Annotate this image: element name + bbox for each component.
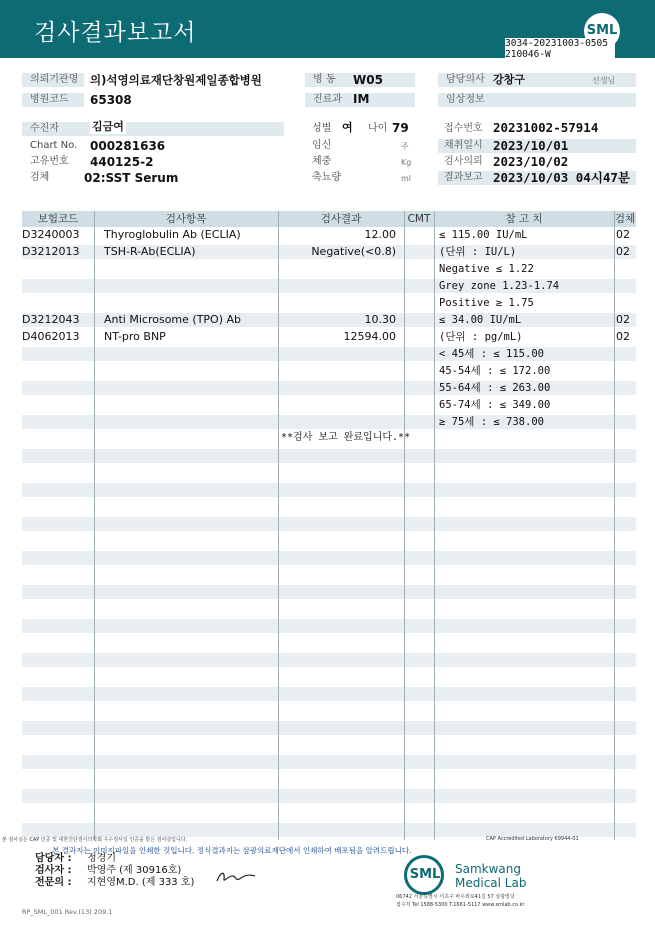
urine-label: 축뇨량 — [312, 172, 341, 183]
report-time-value: 2023/10/03 04시47분 — [493, 170, 631, 185]
ward-value: W05 — [353, 73, 383, 87]
row-band — [22, 483, 636, 497]
report-title: 검사결과보고서 — [34, 20, 197, 46]
row-result: 12594.00 — [343, 330, 396, 343]
th-insurance-code: 보험코드 — [37, 213, 79, 225]
row-band — [22, 687, 636, 701]
official-notice: 본 결과지는 이미지파일을 인쇄한 것입니다. 정식결과지는 삼광의료재단에서 인쇄하여 배포됨을 알려드립니다. — [52, 846, 412, 855]
report-time-label: 결과보고 — [438, 171, 636, 185]
hospital-value: 의)석영의료재단창원제일종합병원 — [90, 73, 262, 87]
row-reference: 55-64세 : ≤ 263.00 — [439, 382, 551, 394]
th-test-item: 검사항목 — [165, 213, 207, 225]
collect-value: 2023/10/01 — [493, 138, 569, 153]
row-reference: (단위 : pg/mL) — [439, 331, 523, 343]
specimen-value: 02:SST Serum — [84, 171, 179, 185]
manager-name: 정경기 — [87, 853, 116, 864]
report-id-line2: 210046-W — [505, 49, 551, 60]
weight-unit: Kg — [401, 158, 412, 167]
clinical-label: 임상정보 — [438, 93, 636, 107]
sex-label: 성별 — [312, 123, 332, 134]
report-header — [0, 0, 655, 58]
chart-no-label: Chart No. — [30, 140, 78, 151]
contact-line: 접수처 Tel 1588-5300 T.1661-5117 www.smlab.co.kr — [396, 902, 525, 908]
signature-image — [215, 867, 257, 885]
row-specimen: 02 — [616, 330, 630, 343]
brand-line1: Samkwang — [455, 862, 521, 876]
row-band — [22, 449, 636, 463]
accreditation-note: 본 검사실은 CAP 인증 및 대한진단검사의학회 우수검사실 인증을 받은 검사실입니다. — [2, 837, 188, 843]
chart-no-value: 000281636 — [90, 139, 166, 153]
row-specimen: 02 — [616, 245, 630, 258]
brand-line2: Medical Lab — [455, 876, 527, 890]
hospital-code-value: 65308 — [90, 93, 132, 107]
brand-name — [455, 862, 526, 890]
signers — [35, 853, 194, 889]
row-reference: 65-74세 : ≤ 349.00 — [439, 399, 551, 411]
cap-note: CAP Accredited Laboratory 69944-01 — [486, 836, 579, 842]
collect-label: 채취일시 — [438, 139, 636, 153]
receipt-label: 접수번호 — [438, 122, 636, 136]
row-insurance-code: D3212043 — [22, 313, 80, 326]
patient-name-label: 수진자 — [22, 122, 284, 136]
row-band — [22, 619, 636, 633]
row-band — [22, 755, 636, 769]
row-reference: Positive ≥ 1.75 — [439, 297, 534, 309]
unique-id-label: 고유번호 — [30, 156, 69, 167]
specialist-name: 지현영M.D. (제 333 호) — [87, 877, 195, 888]
row-test-item: Anti Microsome (TPO) Ab — [104, 313, 242, 326]
row-insurance-code: D4062013 — [22, 330, 80, 343]
age-label: 나이 — [368, 123, 388, 134]
doctor-suffix: 선생님 — [592, 76, 616, 85]
examiner-name: 박영주 (제 30916호) — [87, 865, 182, 876]
row-reference: ≥ 75세 : ≤ 738.00 — [439, 416, 544, 428]
column-divider — [94, 211, 95, 840]
dept-label: 진료과 — [305, 93, 415, 107]
manager-label: 담당자 : — [35, 853, 72, 864]
row-result: 12.00 — [364, 228, 396, 241]
report-id — [505, 38, 615, 60]
row-specimen: 02 — [616, 313, 630, 326]
receipt-value: 20231002-57914 — [493, 120, 599, 135]
hospital-label: 의뢰기관명 — [22, 73, 84, 87]
age-value: 79 — [392, 121, 409, 135]
unique-id-value: 440125-2 — [90, 155, 154, 169]
pregnancy-unit: 주 — [401, 142, 409, 151]
report-id-line1: 3034-20231003-0505 — [505, 38, 608, 49]
row-result: 10.30 — [364, 313, 396, 326]
specimen-label: 검체 — [30, 172, 50, 183]
row-band — [22, 585, 636, 599]
sml-bottom-logo — [404, 855, 444, 895]
row-reference: ≤ 34.00 IU/mL — [439, 314, 522, 326]
row-test-item: NT-pro BNP — [104, 330, 166, 343]
row-reference: (단위 : IU/L) — [439, 246, 517, 258]
row-band — [22, 517, 636, 531]
th-reference: 참 고 치 — [505, 213, 543, 225]
row-result: Negative(<0.8) — [311, 245, 396, 258]
sml-bottom-logo-text: SML — [409, 867, 441, 882]
lab-address — [396, 893, 524, 909]
row-band — [22, 721, 636, 735]
column-divider — [434, 211, 435, 840]
column-divider — [404, 211, 405, 840]
request-label: 검사의뢰 — [438, 155, 636, 169]
row-test-item: TSH-R-Ab(ECLIA) — [104, 245, 196, 258]
th-cmt: CMT — [407, 213, 431, 225]
examiner-label: 검사자 : — [35, 865, 72, 876]
column-divider — [278, 211, 279, 840]
sml-logo-text: SML — [586, 23, 618, 38]
row-specimen: 02 — [616, 228, 630, 241]
row-band — [22, 823, 636, 837]
th-specimen: 검체 — [614, 213, 636, 225]
row-reference: ≤ 115.00 IU/mL — [439, 229, 528, 241]
hospital-code-label: 병원코드 — [22, 93, 84, 107]
dept-value: IM — [353, 92, 370, 106]
row-reference: < 45세 : ≤ 115.00 — [439, 348, 544, 360]
urine-unit: ml — [401, 174, 412, 183]
th-result: 검사결과 — [320, 213, 362, 225]
row-insurance-code: D3240003 — [22, 228, 80, 241]
completion-note: **검사 보고 완료입니다.** — [281, 432, 411, 443]
address-line: 06742 서울특별시 서초구 바우뫼로41길 57 삼광빌딩 — [396, 894, 515, 900]
ward-label: 병 동 — [305, 73, 415, 87]
row-band — [22, 551, 636, 565]
specialist-label: 전문의 : — [35, 877, 72, 888]
sex-value: 여 — [342, 121, 353, 134]
row-insurance-code: D3212013 — [22, 245, 80, 258]
request-value: 2023/10/02 — [493, 154, 569, 169]
weight-label: 체중 — [312, 156, 332, 167]
doctor-value: 강창구 — [493, 73, 525, 86]
form-id: RP_SML_001 Rev.(13) 209.1 — [22, 908, 113, 916]
row-band — [22, 653, 636, 667]
row-reference: 45-54세 : ≤ 172.00 — [439, 365, 551, 377]
row-test-item: Thyroglobulin Ab (ECLIA) — [104, 228, 241, 241]
row-reference: Grey zone 1.23-1.74 — [439, 280, 560, 292]
patient-name-value: 김금여 — [92, 120, 124, 133]
pregnancy-label: 임신 — [312, 140, 332, 151]
row-band — [22, 789, 636, 803]
doctor-label: 담당의사 — [438, 73, 636, 87]
row-reference: Negative ≤ 1.22 — [439, 263, 534, 275]
column-divider — [614, 211, 615, 840]
